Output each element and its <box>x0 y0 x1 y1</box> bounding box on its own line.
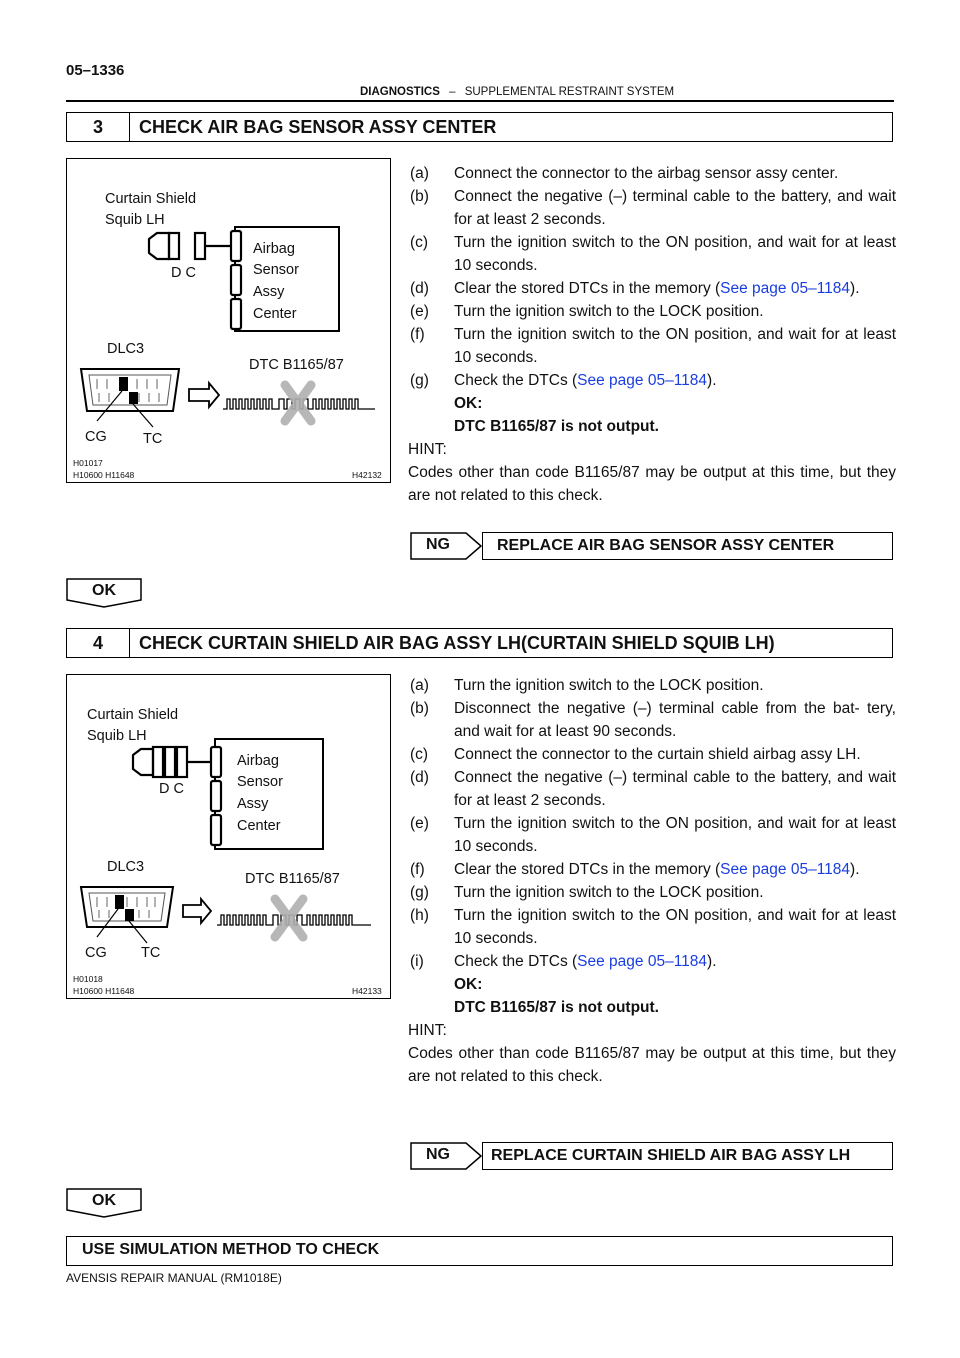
cg-terminal-label: CG <box>85 429 107 445</box>
hint-label: HINT: <box>408 441 447 458</box>
final-step-box <box>66 1236 893 1266</box>
header-rule <box>66 100 894 102</box>
dtc-code-label: DTC B1165/87 <box>245 871 340 887</box>
step-4-number: 4 <box>67 629 130 657</box>
step-3-figure <box>66 158 391 483</box>
instruction-item: (c) Turn the ignition switch to the ON position, and wait for at least 10 seconds. <box>410 234 896 274</box>
header-separator: – <box>449 86 456 98</box>
instruction-item: (g) Turn the ignition switch to the LOCK position. <box>410 884 764 901</box>
figure-ref-1: H01017 <box>73 458 103 468</box>
step-4-figure <box>66 674 391 999</box>
instruction-item: (e) Turn the ignition switch to the ON position, and wait for at least 10 seconds. <box>410 815 896 855</box>
squib-label-line1: Curtain Shield <box>105 191 197 207</box>
dtc-code-label: DTC B1165/87 <box>249 357 344 373</box>
instruction-item: (b) Disconnect the negative (–) terminal cable from the bat- tery, and wait for at least 90 seconds. <box>410 700 896 740</box>
squib-label-line2: Squib LH <box>105 212 165 228</box>
cg-terminal-label: CG <box>85 945 107 961</box>
instruction-item: (g) Check the DTCs (See page 05–1184). <box>410 372 717 389</box>
ok-tab-label: OK <box>92 1192 116 1209</box>
sensor-label-line4: Center <box>237 818 281 834</box>
step-4-heading <box>66 628 893 658</box>
ok-criteria-label: OK: <box>454 976 483 993</box>
ok-criteria-label: OK: <box>454 395 483 412</box>
sensor-label-line1: Airbag <box>237 753 279 769</box>
see-page-link[interactable]: See page 05–1184 <box>577 372 708 389</box>
sensor-label-line2: Sensor <box>253 262 299 278</box>
hint-text: Codes other than code B1165/87 may be output at this time, but they are not related to this check. <box>408 464 896 504</box>
see-page-link[interactable]: See page 05–1184 <box>720 861 851 878</box>
instruction-item: (c) Connect the connector to the curtain shield airbag assy LH. <box>410 746 861 763</box>
page-number: 05–1336 <box>66 62 125 79</box>
ng-action-box: REPLACE AIR BAG SENSOR ASSY CENTER <box>482 532 893 560</box>
ok-tab-label: OK <box>92 582 116 599</box>
step-4-instructions <box>410 674 896 1088</box>
instruction-item: (e) Turn the ignition switch to the LOCK position. <box>410 303 764 320</box>
instruction-item: (d) Clear the stored DTCs in the memory (See page 05–1184). <box>410 280 860 297</box>
sensor-label-line2: Sensor <box>237 774 283 790</box>
ng-label: NG <box>426 536 450 553</box>
squib-label-line1: Curtain Shield <box>87 707 179 723</box>
step-3-number: 3 <box>67 113 130 141</box>
instruction-item: (f) Clear the stored DTCs in the memory (See page 05–1184). <box>410 861 860 878</box>
ng-arrow <box>410 532 482 560</box>
ng-label: NG <box>426 1146 450 1163</box>
instruction-item: (b) Connect the negative (–) terminal cable to the battery, and wait for at least 2 seconds. <box>410 188 896 228</box>
ok-tab-1 <box>66 578 142 608</box>
instruction-item: (a) Turn the ignition switch to the LOCK position. <box>410 677 764 694</box>
figure-ref-3: H42132 <box>352 470 382 480</box>
tc-terminal-label: TC <box>141 945 161 961</box>
connector-dc-label: D C <box>171 265 196 281</box>
header-section: DIAGNOSTICS <box>360 86 440 98</box>
figure-ref-1: H01018 <box>73 974 103 984</box>
footer-manual-id: AVENSIS REPAIR MANUAL (RM1018E) <box>66 1271 282 1285</box>
figure-ref-2: H10600 H11648 <box>73 986 135 996</box>
squib-label-line2: Squib LH <box>87 728 147 744</box>
ok-criteria-text: DTC B1165/87 is not output. <box>454 418 659 435</box>
header-subsection: SUPPLEMENTAL RESTRAINT SYSTEM <box>464 86 675 98</box>
instruction-item: (a) Connect the connector to the airbag sensor assy center. <box>410 165 839 182</box>
hint-text: Codes other than code B1165/87 may be output at this time, but they are not related to this check. <box>408 1045 896 1085</box>
connector-dc-label: D C <box>159 781 184 797</box>
tc-terminal-label: TC <box>143 431 163 447</box>
sensor-label-line4: Center <box>253 306 297 322</box>
ok-criteria-text: DTC B1165/87 is not output. <box>454 999 659 1016</box>
dlc3-label: DLC3 <box>107 341 145 357</box>
instruction-item: (f) Turn the ignition switch to the ON position, and wait for at least 10 seconds. <box>410 326 896 366</box>
step-3-instructions <box>410 162 896 507</box>
ok-tab-2 <box>66 1188 142 1218</box>
ng-action-box: REPLACE CURTAIN SHIELD AIR BAG ASSY LH <box>482 1142 893 1170</box>
figure-ref-3: H42133 <box>352 986 382 996</box>
running-header <box>360 86 674 98</box>
see-page-link[interactable]: See page 05–1184 <box>720 280 851 297</box>
sensor-label-line3: Assy <box>237 796 269 812</box>
sensor-label-line1: Airbag <box>253 241 295 257</box>
step-3-title: CHECK AIR BAG SENSOR ASSY CENTER <box>139 117 497 137</box>
instruction-item: (d) Connect the negative (–) terminal cable to the battery, and wait for at least 2 seconds. <box>410 769 896 809</box>
ng-arrow <box>410 1142 482 1170</box>
step-3-heading <box>66 112 893 142</box>
hint-label: HINT: <box>408 1022 447 1039</box>
see-page-link[interactable]: See page 05–1184 <box>577 953 708 970</box>
dlc3-label: DLC3 <box>107 859 145 875</box>
instruction-item: (i) Check the DTCs (See page 05–1184). <box>410 953 717 970</box>
figure-ref-2: H10600 H11648 <box>73 470 135 480</box>
step-4-title: CHECK CURTAIN SHIELD AIR BAG ASSY LH(CURTAIN SHIELD SQUIB LH) <box>139 633 775 653</box>
sensor-label-line3: Assy <box>253 284 285 300</box>
instruction-item: (h) Turn the ignition switch to the ON position, and wait for at least 10 seconds. <box>410 907 896 947</box>
final-step-text: USE SIMULATION METHOD TO CHECK <box>82 1241 380 1258</box>
